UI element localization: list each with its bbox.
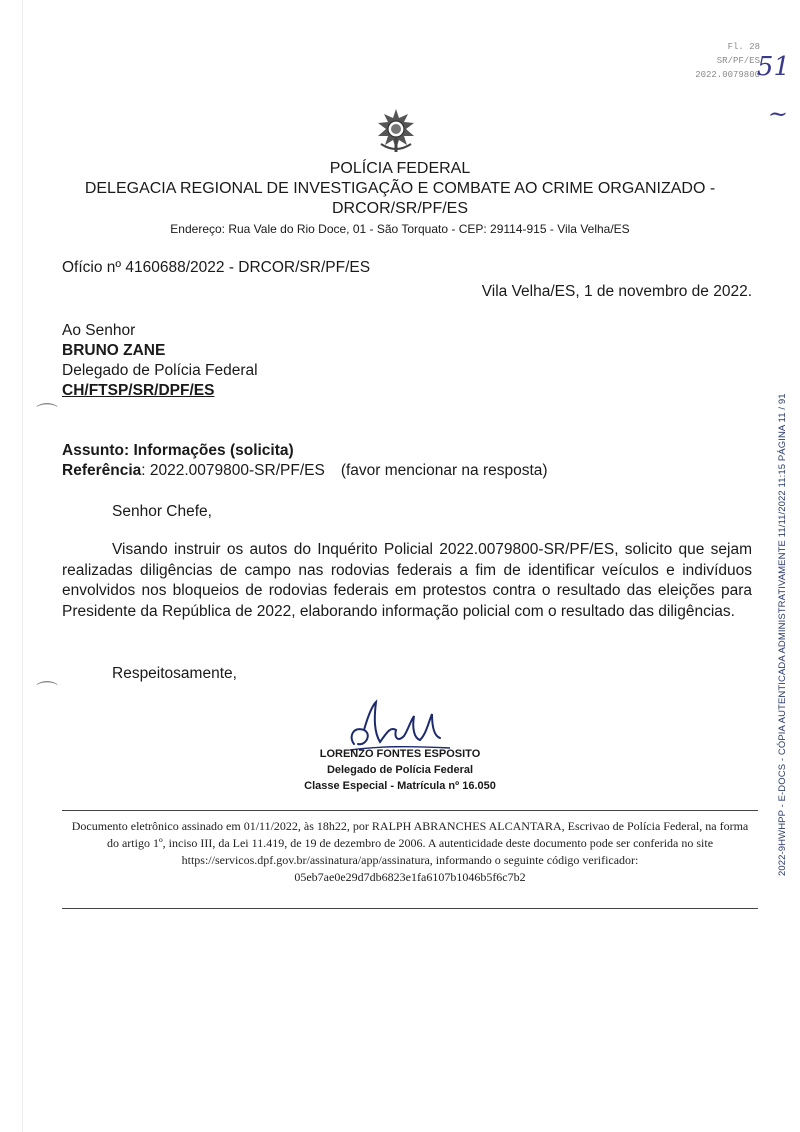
recipient-name: BRUNO ZANE — [62, 342, 166, 359]
address: Endereço: Rua Vale do Rio Doce, 01 - São Torquato - CEP: 29114-915 - Vila Velha/ES — [170, 222, 630, 236]
punch-mark: ⌒ — [36, 681, 59, 706]
greeting: Senhor Chefe, — [112, 503, 212, 520]
handwritten-mark: ~ — [767, 100, 788, 128]
authentication-margin-mark: 2022-9HWHPP - E-DOCS - CÓPIA AUTENTICADA ADMINISTRATIVAMENTE 11/11/2022 11:15 PÁGINA 11 / 91 — [777, 393, 788, 876]
filing-stamp — [695, 40, 790, 82]
electronic-signature-notice: Documento eletrônico assinado em 01/11/2022, às 18h22, por RALPH ABRANCHES ALCANTARA, Escrivao de Polícia Federal, na forma do artigo 1º, inciso III, da Lei 11.419, de 19 de dezembro de 2006. A autenticidade deste documento pode ser conferida no site https://servicos.dpf.gov.br/assinatura/app/assinatura, informando o seguinte código verificador: 05eb7ae0e29d7db6823e1fa6107b1046b5f6c7b2 — [71, 819, 749, 884]
punch-mark: ⌒ — [36, 403, 59, 428]
stamp-line-2: SR/PF/ES — [716, 56, 760, 66]
agency-name: POLÍCIA FEDERAL — [329, 160, 471, 177]
coat-of-arms-icon — [373, 108, 419, 154]
footer-bottom-rule — [62, 908, 758, 909]
subject-line: Assunto: Informações (solicita) — [62, 442, 294, 459]
recipient-unit: CH/FTSP/SR/DPF/ES — [62, 382, 215, 399]
scan-edge — [22, 0, 23, 1132]
footer-top-rule — [62, 810, 758, 811]
division-name-line-2: DRCOR/SR/PF/ES — [331, 200, 468, 217]
stamp-line-3: 2022.0079800 — [695, 70, 760, 80]
body-paragraph: Visando instruir os autos do Inquérito Policial 2022.0079800-SR/PF/ES, solicito que sejam realizadas diligências de campo nas rodovias federais a fim de identificar veículos e indivíduos envolvidos nos bloqueios de rodovias federais em protestos contra o resultado das eleições para Presidente da República de 2022, elaborando informação policial com o resultado das diligências. — [62, 541, 752, 620]
handwritten-signature — [340, 696, 460, 756]
reference-value: : 2022.0079800-SR/PF/ES — [141, 462, 325, 479]
signatory-name: LORENZO FONTES ESPOSITO — [319, 748, 481, 760]
oficio-number: Ofício nº 4160688/2022 - DRCOR/SR/PF/ES — [62, 259, 371, 276]
recipient-salutation: Ao Senhor — [62, 322, 136, 339]
closing: Respeitosamente, — [112, 665, 237, 682]
reference-line — [62, 461, 548, 481]
reference-label: Referência — [62, 462, 142, 479]
reference-note: (favor mencionar na resposta) — [340, 462, 548, 479]
stamp-line-1: Fl. 28 — [727, 42, 760, 52]
document-date: Vila Velha/ES, 1 de novembro de 2022. — [481, 283, 752, 300]
signatory-class: Classe Especial - Matrícula nº 16.050 — [304, 780, 496, 792]
signatory-role: Delegado de Polícia Federal — [326, 764, 474, 776]
handwritten-page-number: 51 — [756, 52, 790, 82]
division-name-line-1: DELEGACIA REGIONAL DE INVESTIGAÇÃO E COMBATE AO CRIME ORGANIZADO - — [84, 180, 716, 197]
recipient-role: Delegado de Polícia Federal — [62, 362, 258, 379]
